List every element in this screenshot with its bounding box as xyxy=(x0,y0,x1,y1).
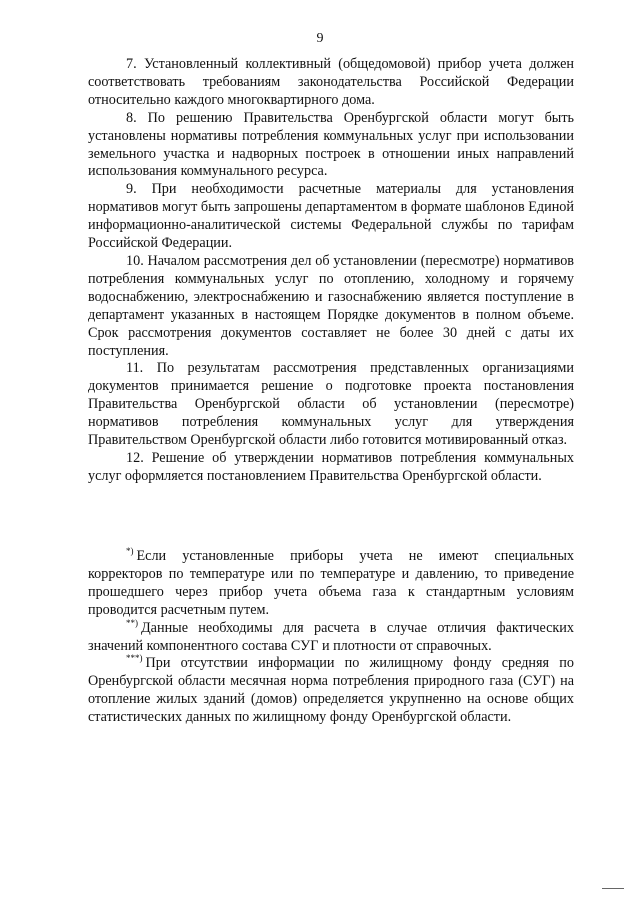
page-number: 9 xyxy=(316,31,324,46)
footnote-marker: **) xyxy=(126,617,138,628)
footnote-text: Данные необходимы для расчета в случае отличия фактических значений компонентного состава СУГ и плотности от справочных. xyxy=(88,619,574,654)
document-body xyxy=(88,56,574,486)
paragraph-8: 8. По решению Правительства Оренбургской области могут быть установлены нормативы потребления коммунальных услуг при использовании земельного участка и надворных построек в отношении иных направлений использования коммунального ресурса. xyxy=(88,109,574,180)
paragraph-7: 7. Установленный коллективный (общедомовой) прибор учета должен соответствовать требованиям законодательства Российской Федерации относительно каждого многоквартирного дома. xyxy=(88,56,574,108)
footnote-text: Если установленные приборы учета не имеют специальных корректоров по температуре или по температуре и давлению, то приведение прошедшего через прибор учета объема газа к стандартным условиям проводится расчетным путем. xyxy=(88,548,574,618)
footnotes xyxy=(88,548,574,727)
footnote-2 xyxy=(88,617,574,656)
paragraph-11: 11. По результатам рассмотрения представленных организациями документов принимается решение о подготовке проекта постановления Правительства Оренбургской области об установлении (пересмотре) нормативов потребления коммунальных услуг для утверждения Правительством Оренбургской области либо готовится мотивированный отказ. xyxy=(88,360,574,449)
paragraph-12: 12. Решение об утверждении нормативов потребления коммунальных услуг оформляется постановлением Правительства Оренбургской области. xyxy=(88,449,574,484)
footnote-text: При отсутствии информации по жилищному фонду средняя по Оренбургской области месячная норма потребления природного газа (СУГ) на отопление жилых зданий (домов) определяется укрупненно на основе общих статистических данных по жилищному фонду Оренбургской области. xyxy=(88,655,574,726)
paragraph-9: 9. При необходимости расчетные материалы для установления нормативов могут быть запрошены департаментом в формате шаблонов Единой информационно-аналитической системы Федеральной службы по тарифам Российской Федерации. xyxy=(88,181,574,252)
footnote-marker: ***) xyxy=(126,653,143,664)
footnote-1 xyxy=(88,548,574,620)
footnote-3 xyxy=(88,655,574,727)
footnote-marker: *) xyxy=(126,546,134,556)
paragraph-10: 10. Началом рассмотрения дел об установлении (пересмотре) нормативов потребления коммунальных услуг по отоплению, холодному и горячему водоснабжению, электроснабжению и газоснабжению является поступление в департамент указанных в настоящем Порядке документов в полном объеме. Срок рассмотрения документов составляет не более 30 дней с даты их поступления. xyxy=(88,252,574,359)
scan-corner-mark xyxy=(602,888,624,889)
